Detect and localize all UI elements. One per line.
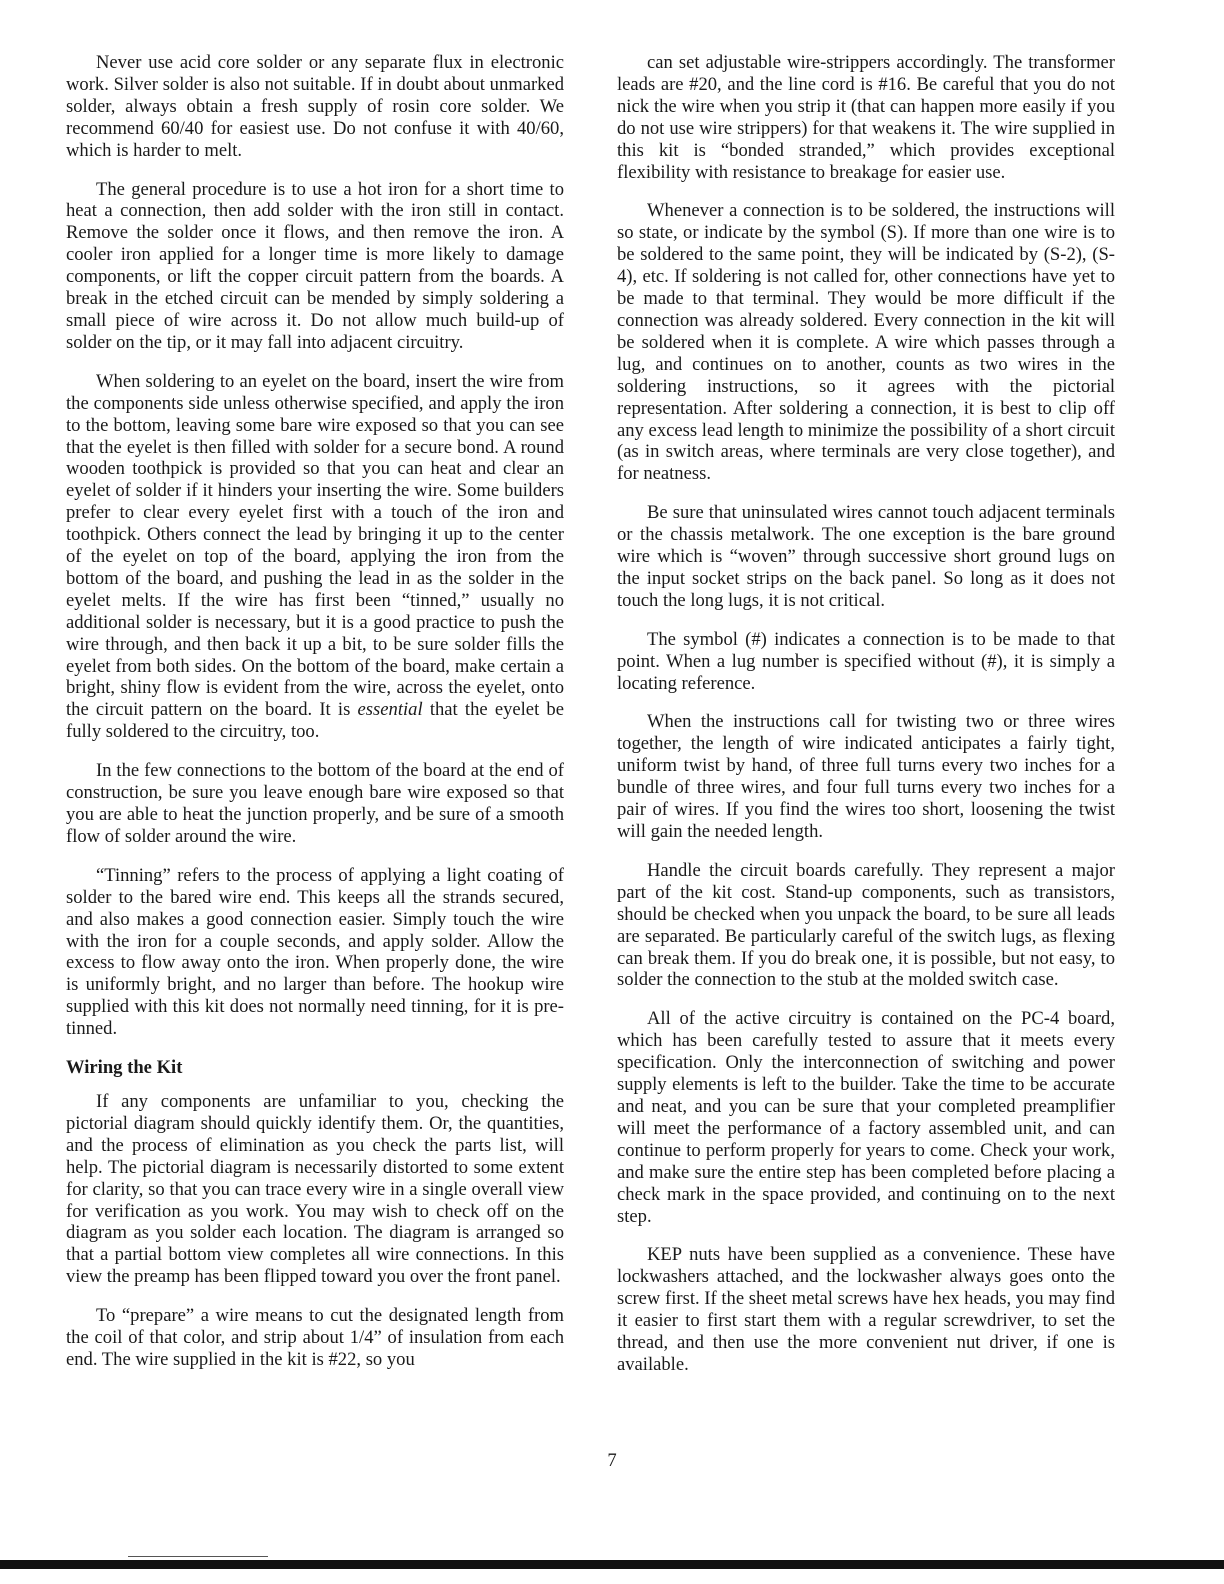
paragraph-tinning: “Tinning” refers to the process of applying a light coating of solder to the bared wire end. This keeps all the strands secured, and also makes a good connection easier. Simply touch the wire with the iron for a couple seconds, and apply solder. Allow the excess to flow away onto the iron. When properly done, the wire is uniformly bright, and no larger than before. The hookup wire supplied with this kit does not normally need tinning, for it is pre-tinned. bbox=[66, 864, 564, 1040]
left-column bbox=[66, 52, 564, 1388]
paragraph-solder-types: Never use acid core solder or any separate flux in electronic work. Silver solder is also not suitable. If in doubt about unmarked solder, always obtain a fresh supply of rosin core solder. We recommend 60/40 for easiest use. Do not confuse it with 40/60, which is harder to melt. bbox=[66, 52, 564, 161]
section-heading-wiring-the-kit: Wiring the Kit bbox=[66, 1057, 183, 1079]
paragraph-kep-nuts: KEP nuts have been supplied as a convenience. These have lockwashers attached, and the lockwasher always goes onto the screw first. If the sheet metal screws have hex heads, you may find it easier to first start them with a regular screwdriver, to set the thread, and then use the more convenient nut driver, if one is available. bbox=[617, 1244, 1115, 1375]
page-number: 7 bbox=[607, 1450, 617, 1471]
bottom-rule bbox=[0, 1560, 1224, 1569]
scan-edge-mark bbox=[128, 1556, 268, 1557]
paragraph-pictorial-diagram: If any components are unfamiliar to you, checking the pictorial diagram should quickly identify them. Or, the quantities, and the process of elimination as you check the parts list, will help. The pictorial diagram is necessarily distorted to some extent for clarity, so that you can trace every wire in a single overall view for verification as you work. You may wish to check off on the diagram as you solder each location. The diagram is arranged so that a partial bottom view completes all wire connections. In this view the preamp has been flipped toward you over the front panel. bbox=[66, 1090, 564, 1288]
paragraph-active-circuitry: All of the active circuitry is contained on the PC-4 board, which has been carefully tested to assure that it meets every specification. Only the interconnection of switching and power supply elements is left to the builder. Take the time to be accurate and neat, and you can be sure that your completed preamplifier will meet the performance of a factory assembled unit, and can continue to perform properly for years to come. Check your work, and make sure the entire step has been completed before placing a check mark in the space provided, and continuing on to the next step. bbox=[617, 1008, 1115, 1227]
paragraph-solder-symbol: Whenever a connection is to be soldered, the instructions will so state, or indicate by the symbol (S). If more than one wire is to be soldered to the same point, they will be indicated by (S-2), (S-4), etc. If soldering is not called for, other connections have yet to be made to that terminal. They would be more difficult if the connection was already soldered. Every connection in the kit will be soldered when it is complete. A wire which passes through a lug, and continues on to another, counts as two wires in the soldering instructions, so it agrees with the pictorial representation. After soldering a connection, it is best to clip off any excess lead length to minimize the possibility of a short circuit (as in switch areas, where terminals are very close together), and for neatness. bbox=[617, 200, 1115, 485]
right-column bbox=[617, 52, 1115, 1393]
paragraph-prepare-wire: To “prepare” a wire means to cut the designated length from the coil of that color, and strip about 1/4” of insulation from each end. The wire supplied in the kit is #22, so you bbox=[66, 1305, 564, 1370]
paragraph-twisting-wires: When the instructions call for twisting two or three wires together, the length of wire indicated anticipates a fairly tight, uniform twist by hand, of three full turns every two inches for a bundle of three wires, and four full turns every two inches for a pair of wires. If you find the wires too short, loosening the twist will gain the needed length. bbox=[617, 711, 1115, 842]
paragraph-general-procedure: The general procedure is to use a hot iron for a short time to heat a connection, then add solder with the iron still in contact. Remove the solder once it flows, and then remove the iron. A cooler iron applied for a longer time is more likely to damage components, or lift the copper circuit pattern from the boards. A break in the etched circuit can be mended by simply soldering a small piece of wire across it. Do not allow much build-up of solder on the tip, or it may fall into adjacent circuitry. bbox=[66, 178, 564, 353]
eyelet-text-start: When soldering to an eyelet on the board, insert the wire from the components side unless otherwise specified, and apply the iron to the bottom, leaving some bare wire exposed so that you can see that the eyelet is then filled with solder for a secure bond. A round wooden toothpick is provided so that you can heat and clear an eyelet of solder if it hinders your inserting the wire. Some builders prefer to clear every eyelet first with a touch of the iron and toothpick. Others connect the lead by bringing it up to the center of the eyelet on top of the board, applying the iron from the bottom of the board, and pushing the lead in as the solder in the eyelet melts. If the wire has first been “tinned,” usually no additional solder is necessary, but it is a good practice to push the wire through, and then back it up a bit, to be sure solder fills the eyelet from both sides. On the bottom of the board, make certain a bright, shiny flow is evident from the wire, across the eyelet, onto the circuit pattern on the board. It is bbox=[66, 370, 564, 721]
paragraph-uninsulated-wires: Be sure that uninsulated wires cannot touch adjacent terminals or the chassis metalwork. The one exception is the bare ground wire which is “woven” through successive short ground lugs on the input socket strips on the back panel. So long as it does not touch the long lugs, it is not critical. bbox=[617, 502, 1115, 611]
paragraph-hash-symbol: The symbol (#) indicates a connection is to be made to that point. When a lug number is specified without (#), it is simply a locating reference. bbox=[617, 628, 1115, 694]
emphasis-essential: essential bbox=[357, 699, 423, 721]
paragraph-wire-strippers: can set adjustable wire-strippers accordingly. The transformer leads are #20, and the line cord is #16. Be careful that you do not nick the wire when you strip it (that can happen more easily if you do not use wire strippers) for that weakens it. The wire supplied in this kit is “bonded stranded,” which provides exceptional flexibility with resistance to breakage for easier use. bbox=[617, 52, 1115, 183]
eyelet-text-end: that the eyelet be fully soldered to the circuitry, too. bbox=[66, 699, 564, 743]
paragraph-circuit-boards: Handle the circuit boards carefully. They represent a major part of the kit cost. Stand-up components, such as transistors, should be checked when you unpack the board, to be sure all leads are separated. Be particularly careful of the switch lugs, as flexing can break them. If you do break one, it is possible, but not easy, to solder the connection to the stub at the molded switch case. bbox=[617, 859, 1115, 991]
paragraph-eyelet-soldering bbox=[66, 371, 564, 743]
paragraph-bottom-connections: In the few connections to the bottom of the board at the end of construction, be sure you leave enough bare wire exposed so that you are able to heat the junction properly, and be sure of a smooth flow of solder around the wire. bbox=[66, 760, 564, 847]
